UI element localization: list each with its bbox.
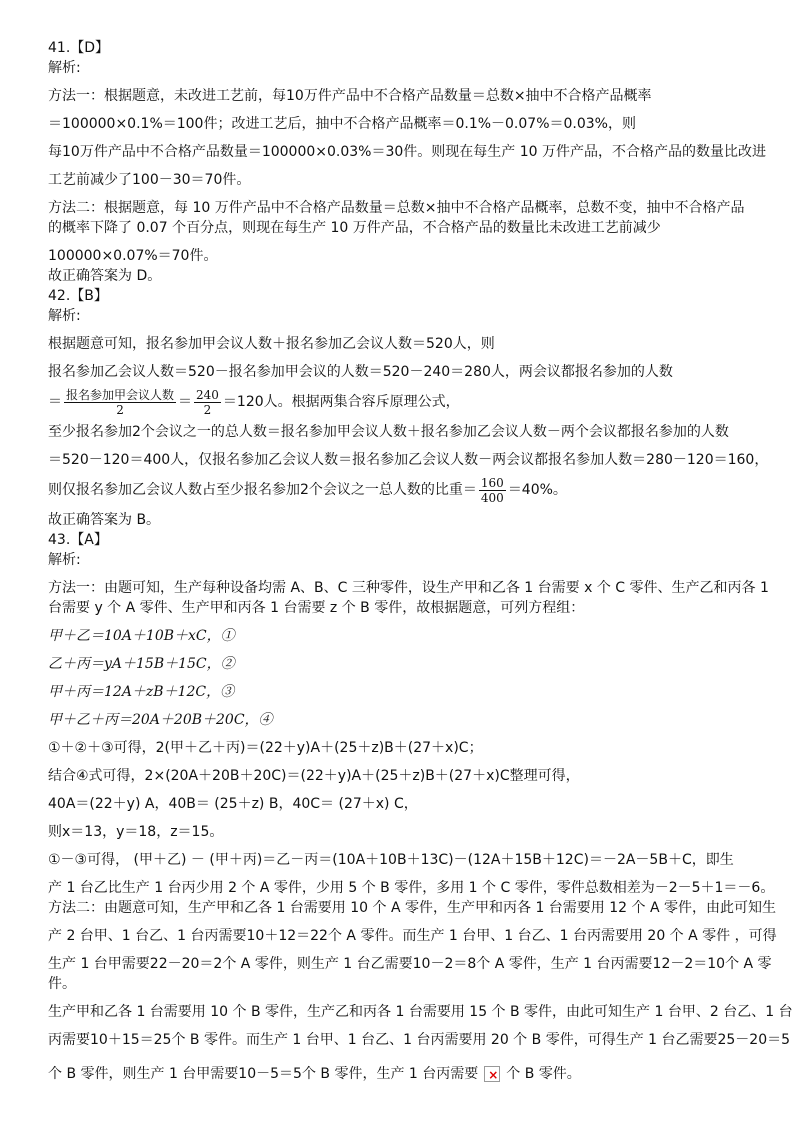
- q43-title: 43.【A】: [48, 532, 108, 548]
- q43-line-9: 方法二：由题意可知，生产甲和乙各 1 台需要用 10 个 A 零件，生产甲和丙各 1 台需要用 12 个 A 零件，由此可知生: [48, 900, 776, 916]
- q43-line-3: ①＋②＋③可得，2(甲＋乙＋丙)＝(22＋y)A＋(25＋z)B＋(27＋x)C；: [48, 740, 483, 756]
- document-page: [48, 38, 793, 1084]
- fraction-1: [64, 388, 176, 417]
- q43-line-4: 结合④式可得，2×(20A＋20B＋20C)＝(22＋y)A＋(25＋z)B＋(27＋x)C整理可得，: [48, 768, 580, 784]
- q42-line-3-mid: ＝: [178, 394, 193, 410]
- q41-title: 41.【D】: [48, 40, 110, 56]
- q41-line-3: 每10万件产品中不合格产品数量＝100000×0.03%＝30件。则现在每生产 10 万件产品，不合格产品的数量比改进: [48, 144, 766, 160]
- q43-equation-4: 甲＋乙＋丙＝20A＋20B＋20C，④: [48, 712, 273, 728]
- q43-equation-3: 甲＋丙＝12A＋zB＋12C，③: [48, 684, 235, 700]
- q43-line-14: 丙需要10＋15＝25个 B 零件。而生产 1 台甲、1 台乙、1 台丙需要用 20 个 B 零件，可得生产 1 台乙需要25－20＝5: [48, 1032, 791, 1048]
- q43-line-11: 生产 1 台甲需要22－20＝2个 A 零件，则生产 1 台乙需要10－2＝8个 A 零件，生产 1 台丙需要12－2＝10个 A 零: [48, 956, 772, 972]
- q42-line-3-pre: ＝: [48, 394, 62, 410]
- fraction-2-denominator: 2: [203, 402, 212, 417]
- q41-line-4: 工艺前减少了100－30＝70件。: [48, 172, 251, 188]
- fraction-2: [194, 388, 221, 417]
- q41-line-6: 的概率下降了 0.07 个百分点，则现在每生产 10 万件产品，不合格产品的数量比未改进工艺前减少: [48, 220, 661, 236]
- broken-image-icon: [484, 1066, 500, 1082]
- q42-line-5: ＝520－120＝400人，仅报名参加乙会议人数＝报名参加乙会议人数－两会议都报名参加人数＝280－120＝160，: [48, 452, 769, 468]
- q42-analysis-label: 解析:: [48, 308, 81, 324]
- q43-line-13: 生产甲和乙各 1 台需要用 10 个 B 零件，生产乙和丙各 1 台需要用 15 个 B 零件，由此可知生产 1 台甲、2 台乙、1 台: [48, 1004, 793, 1020]
- fraction-3-denominator: 400: [480, 490, 504, 505]
- q42-title: 42.【B】: [48, 288, 108, 304]
- q41-line-7: 100000×0.07%＝70件。: [48, 248, 218, 264]
- q43-line-6: 则x＝13，y＝18，z＝15。: [48, 824, 224, 840]
- q42-line-2: 报名参加乙会议人数＝520－报名参加甲会议的人数＝520－240＝280人，两会议都报名参加的人数: [48, 364, 673, 380]
- q43-line-7: ①－③可得， (甲＋乙) － (甲＋丙)＝乙－丙＝(10A＋10B＋13C)－(12A＋15B＋12C)＝－2A－5B＋C，即生: [48, 852, 734, 868]
- q42-line-3-post: ＝120人。根据两集合容斥原理公式，: [222, 394, 460, 410]
- q41-line-1: 方法一：根据题意，未改进工艺前，每10万件产品中不合格产品数量＝总数×抽中不合格产品概率: [48, 88, 652, 104]
- q41-analysis-label: 解析:: [48, 60, 81, 76]
- fraction-2-numerator: 240: [196, 387, 219, 402]
- q43-equation-2: 乙＋丙＝yA＋15B＋15C，②: [48, 656, 235, 672]
- q43-analysis-label: 解析:: [48, 552, 81, 568]
- q42-line-6-pre: 则仅报名参加乙会议人数占至少报名参加2个会议之一总人数的比重＝: [48, 482, 477, 498]
- q42-line-1: 根据题意可知，报名参加甲会议人数＋报名参加乙会议人数＝520人，则: [48, 336, 495, 352]
- q42-line-6-post: ＝40%。: [507, 482, 567, 498]
- q42-line-6: [48, 470, 760, 510]
- q43-line-15-pre: 个 B 零件，则生产 1 台甲需要10－5＝5个 B 零件，生产 1 台丙需要: [48, 1066, 479, 1082]
- q43-line-15-post: 个 B 零件。: [506, 1066, 581, 1082]
- q43-equation-1: 甲＋乙＝10A＋10B＋xC，①: [48, 628, 235, 644]
- fraction-1-numerator: 报名参加甲会议人数: [66, 387, 175, 402]
- q42-line-3: [48, 382, 760, 422]
- q41-answer: 故正确答案为 D。: [48, 268, 162, 284]
- fraction-3: [479, 476, 506, 505]
- q41-line-5: 方法二：根据题意，每 10 万件产品中不合格产品数量＝总数×抽中不合格产品概率，总数不变，抽中不合格产品: [48, 200, 745, 216]
- q43-line-12: 件。: [48, 976, 76, 992]
- q42-line-4: 至少报名参加2个会议之一的总人数＝报名参加甲会议人数＋报名参加乙会议人数－两个会议都报名参加的人数: [48, 424, 729, 440]
- q43-line-2: 台需要 y 个 A 零件、生产甲和丙各 1 台需要 z 个 B 零件，故根据题意，可列方程组：: [48, 600, 585, 616]
- q43-line-10: 产 2 台甲、1 台乙、1 台丙需要10＋12＝22个 A 零件。而生产 1 台甲、1 台乙、1 台丙需要用 20 个 A 零件 ，可得: [48, 928, 777, 944]
- q43-line-1: 方法一：由题可知，生产每种设备均需 A、B、C 三种零件，设生产甲和乙各 1 台需要 x 个 C 零件、生产乙和丙各 1: [48, 580, 769, 596]
- q42-answer: 故正确答案为 B。: [48, 512, 161, 528]
- q43-line-15: [48, 1064, 760, 1084]
- fraction-3-numerator: 160: [480, 475, 504, 490]
- q43-line-5: 40A＝(22＋y) A，40B＝ (25＋z) B，40C＝ (27＋x) C，: [48, 796, 418, 812]
- q41-line-2: ＝100000×0.1%＝100件；改进工艺后，抽中不合格产品概率＝0.1%－0.07%＝0.03%，则: [48, 116, 636, 132]
- q43-line-8: 产 1 台乙比生产 1 台丙少用 2 个 A 零件，少用 5 个 B 零件，多用 1 个 C 零件，零件总数相差为－2－5＋1＝－6。: [48, 880, 775, 896]
- fraction-1-denominator: 2: [116, 402, 124, 417]
